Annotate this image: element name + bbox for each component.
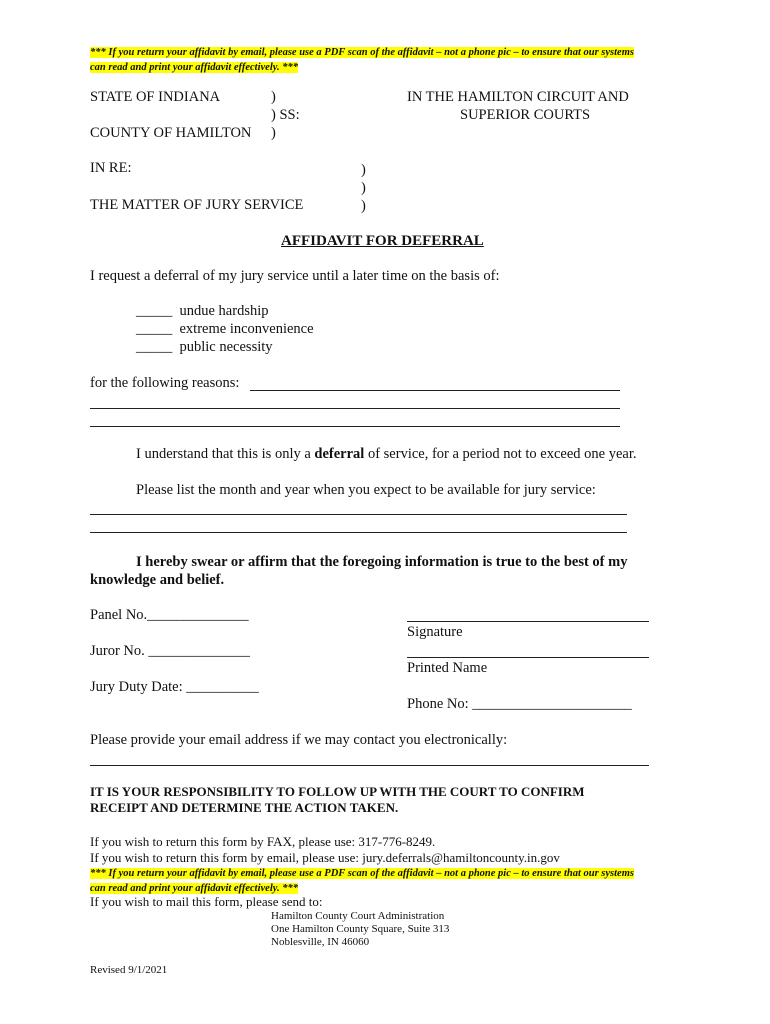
bottom-notice [90,866,634,896]
swear-line-1: I hereby swear or affirm that the foregoing information is true to the best of my [136,554,628,570]
option-extreme-inconvenience [136,320,314,338]
phone-field[interactable]: Phone No: ______________________ [407,696,632,712]
in-re-label: IN RE: [90,160,132,176]
availability-line-2[interactable] [90,532,627,533]
top-notice-line2: can read and print your affidavit effectively. *** [90,62,299,73]
address-line-2: One Hamilton County Square, Suite 313 [271,923,450,935]
return-fax: If you wish to return this form by FAX, please use: 317-776-8249. [90,834,436,849]
matter-paren-c: ) [361,198,366,214]
option-label: public necessity [179,339,273,355]
reasons-line-2[interactable] [90,408,620,409]
availability-line-1[interactable] [90,514,627,515]
printed-name-label: Printed Name [407,660,488,676]
reasons-label: for the following reasons: [90,375,240,391]
availability-text: Please list the month and year when you expect to be available for jury service: [136,482,596,498]
request-text: I request a deferral of my jury service until a later time on the basis of: [90,268,500,284]
matter-label: THE MATTER OF JURY SERVICE [90,197,304,213]
understand-after: of service, for a period not to exceed one year. [364,446,637,462]
top-notice [90,45,634,75]
matter-paren-a: ) [361,162,366,178]
jury-duty-date-field[interactable]: Jury Duty Date: __________ [90,679,259,695]
responsibility-line-2: RECEIPT AND DETERMINE THE ACTION TAKEN. [90,800,399,815]
option-label: undue hardship [179,303,269,319]
return-email: If you wish to return this form by email, please use: jury.deferrals@hamiltoncounty.in.gov [90,850,560,865]
state-label: STATE OF INDIANA [90,89,221,105]
understand-before: I understand that this is only a [136,446,315,462]
option-public-necessity [136,338,273,356]
bottom-notice-line1: *** If you return your affidavit by email, please use a PDF scan of the affidavit – not a phone pic – to ensure that our systems [90,868,634,879]
panel-number-field[interactable]: Panel No.______________ [90,607,249,623]
page-title: AFFIDAVIT FOR DEFERRAL [281,233,484,249]
printed-name-line[interactable] [407,657,649,658]
email-prompt: Please provide your email address if we may contact you electronically: [90,732,508,748]
return-mail: If you wish to mail this form, please send to: [90,894,323,909]
court-line-1: IN THE HAMILTON CIRCUIT AND [407,89,629,105]
court-line-2: SUPERIOR COURTS [460,107,591,123]
option-blank[interactable]: _____ [136,339,173,355]
matter-paren-b: ) [361,180,366,196]
bottom-notice-line2: can read and print your affidavit effectively. *** [90,883,299,894]
county-label: COUNTY OF HAMILTON [90,125,252,141]
email-line[interactable] [90,765,649,766]
understand-bold: deferral [314,446,365,462]
revised-date: Revised 9/1/2021 [90,964,168,976]
top-notice-line1: *** If you return your affidavit by email, please use a PDF scan of the affidavit – not a phone pic – to ensure that our systems [90,47,634,58]
swear-line-2: knowledge and belief. [90,572,225,588]
caption-paren-1: ) [271,89,276,105]
reasons-line-1[interactable] [250,390,620,391]
option-label: extreme inconvenience [179,321,314,337]
ss-label: ) SS: [271,107,300,123]
responsibility-line-1: IT IS YOUR RESPONSIBILITY TO FOLLOW UP WITH THE COURT TO CONFIRM [90,784,585,799]
understand-text [136,445,637,463]
signature-line[interactable] [407,621,649,622]
caption-paren-3: ) [271,125,276,141]
signature-label: Signature [407,624,463,640]
address-line-3: Noblesville, IN 46060 [271,936,370,948]
reasons-line-3[interactable] [90,426,620,427]
option-blank[interactable]: _____ [136,321,173,337]
address-line-1: Hamilton County Court Administration [271,910,445,922]
option-blank[interactable]: _____ [136,303,173,319]
option-undue-hardship [136,302,269,320]
juror-number-field[interactable]: Juror No. ______________ [90,643,250,659]
